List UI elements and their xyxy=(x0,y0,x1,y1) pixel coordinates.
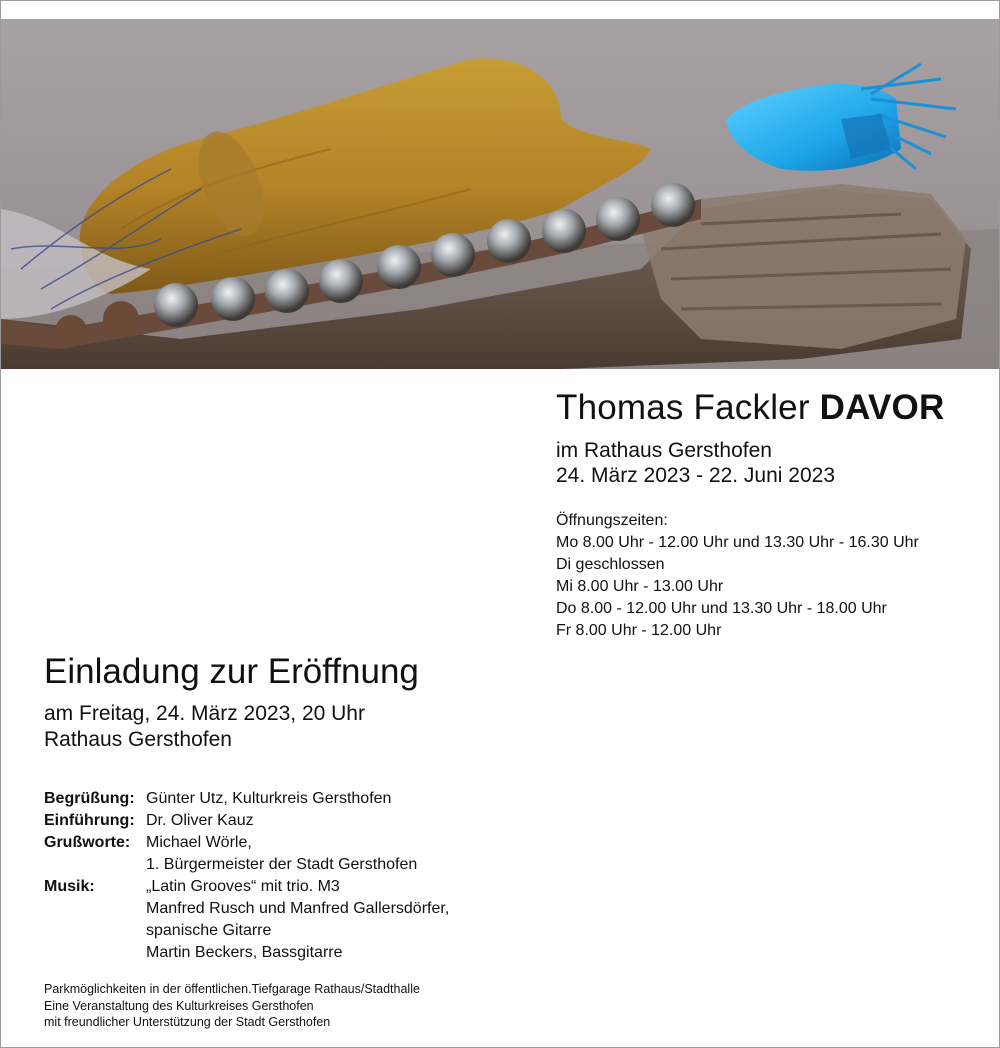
exhibition-venue: im Rathaus Gersthofen xyxy=(556,439,772,462)
footer-notes xyxy=(44,981,420,1031)
program-row xyxy=(44,898,449,920)
program-text: „Latin Grooves“ mit trio. M3 xyxy=(146,878,340,895)
exhibition-dates: 24. März 2023 - 22. Juni 2023 xyxy=(556,464,836,487)
program-text: Dr. Oliver Kauz xyxy=(146,812,254,829)
program-label: Einführung: xyxy=(44,812,135,829)
program-label xyxy=(44,920,146,942)
program-row xyxy=(44,876,449,898)
opening-hours-line: Mi 8.00 Uhr - 13.00 Uhr xyxy=(556,578,724,595)
program-text: Michael Wörle, xyxy=(146,834,252,851)
program-label: Grußworte: xyxy=(44,834,131,851)
program-label: Begrüßung: xyxy=(44,790,135,807)
invitation-place: Rathaus Gersthofen xyxy=(44,728,232,751)
opening-hours-heading: Öffnungszeiten: xyxy=(556,512,668,529)
opening-hours-line: Mo 8.00 Uhr - 12.00 Uhr und 13.30 Uhr - 16.30 Uhr xyxy=(556,534,919,551)
program-text: Martin Beckers, Bassgitarre xyxy=(146,944,343,961)
artwork-photo xyxy=(1,19,999,369)
program-label xyxy=(44,898,146,920)
footer-line: mit freundlicher Unterstützung der Stadt Gersthofen xyxy=(44,1015,331,1029)
invitation-details xyxy=(44,701,365,753)
program-row xyxy=(44,920,449,942)
footer-line: Eine Veranstaltung des Kulturkreises Gersthofen xyxy=(44,998,314,1013)
invitation-title: Einladung zur Eröffnung xyxy=(44,652,419,691)
program-text: Manfred Rusch und Manfred Gallersdörfer, xyxy=(146,900,450,917)
artist-name: Thomas Fackler xyxy=(556,388,810,427)
program-row xyxy=(44,942,449,964)
program-row xyxy=(44,832,449,854)
program-list xyxy=(44,788,449,964)
program-label xyxy=(44,854,146,876)
opening-hours-line: Do 8.00 - 12.00 Uhr und 13.30 Uhr - 18.00 Uhr xyxy=(556,600,887,617)
program-text: Günter Utz, Kulturkreis Gersthofen xyxy=(146,790,392,807)
exhibition-title xyxy=(556,388,944,428)
program-label xyxy=(44,942,146,964)
invitation-datetime: am Freitag, 24. März 2023, 20 Uhr xyxy=(44,702,365,725)
opening-hours xyxy=(556,510,919,642)
opening-hours-line: Di geschlossen xyxy=(556,556,665,573)
footer-line: Parkmöglichkeiten in der öffentlichen.Tiefgarage Rathaus/Stadthalle xyxy=(44,982,420,996)
program-row xyxy=(44,854,449,876)
program-row xyxy=(44,810,449,832)
program-label: Musik: xyxy=(44,878,95,895)
program-text: 1. Bürgermeister der Stadt Gersthofen xyxy=(146,856,418,873)
exhibition-name: DAVOR xyxy=(819,388,945,427)
program-text: spanische Gitarre xyxy=(146,922,272,939)
program-row xyxy=(44,788,449,810)
opening-hours-line: Fr 8.00 Uhr - 12.00 Uhr xyxy=(556,622,722,639)
